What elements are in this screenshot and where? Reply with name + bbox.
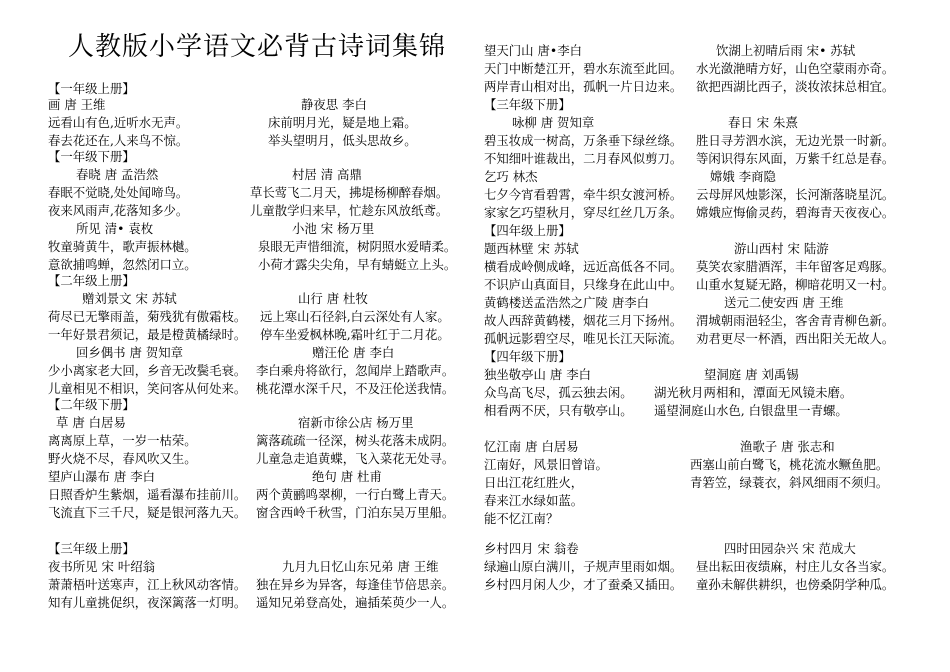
text-line: [48, 362, 468, 380]
line-text-left: 荷尽已无擎雨盖，菊残犹有傲霜枝。: [48, 309, 247, 324]
line-text-right: 村居 清 高鼎: [292, 167, 362, 182]
line-text-right: 嫦娥应悔偷灵药，碧海青天夜夜心。: [696, 205, 895, 220]
text-line: [484, 438, 908, 456]
line-text-right: 欲把西湖比西子，淡妆浓抹总相宜。: [696, 79, 895, 94]
line-text-left: 碧玉妆成一树高，万条垂下绿丝绦。: [484, 133, 683, 148]
line-text-right: 昼出耘田夜绩麻，村庄儿女各当家。: [696, 559, 895, 574]
text-line: [484, 366, 908, 384]
text-line: [48, 450, 468, 468]
text-line: [484, 492, 908, 510]
line-text-right: 停车坐爱枫林晚,霜叶红于二月花。: [260, 327, 450, 342]
line-text-right: 胜日寻芳泗水滨，无边光景一时新。: [696, 133, 895, 148]
line-text-left: 【二年级下册】: [48, 397, 135, 412]
text-line: [484, 474, 908, 492]
line-text-left: 天门中断楚江开，碧水东流至此回。: [484, 61, 683, 76]
text-line: [484, 510, 908, 528]
line-text-right: 篱落疏疏一径深，树头花落未成阴。: [256, 433, 455, 448]
text-line: [48, 308, 468, 326]
line-text-left: 春眠不觉晓,处处闻啼鸟。: [48, 185, 189, 200]
line-text-left: 两岸青山相对出，孤帆一片日边来。: [484, 79, 683, 94]
text-line: [48, 504, 468, 522]
line-text-right: 窗含西岭千秋雪，门泊东吴万里船。: [256, 505, 455, 520]
line-text-left: 江南好，风景旧曾谙。: [484, 457, 608, 472]
text-line: [484, 240, 908, 258]
text-line: [484, 222, 908, 240]
line-text-right: 床前明月光，疑是地上霜。: [268, 115, 417, 130]
line-text-right: 等闲识得东风面，万紫千红总是春。: [696, 151, 895, 166]
line-text-right: 遥知兄弟登高处，遍插茱萸少一人。: [256, 595, 455, 610]
text-line: [484, 204, 908, 222]
line-text-right: 绝句 唐 杜甫: [312, 469, 382, 484]
line-text-right: 劝君更尽一杯酒，西出阳关无故人。: [696, 331, 895, 346]
line-text-right: 水光潋滟晴方好，山色空蒙雨亦奇。: [696, 61, 895, 76]
text-line: [48, 396, 468, 414]
line-text-right: 山行 唐 杜牧: [298, 291, 368, 306]
line-text-left: 草 唐 白居易: [56, 415, 126, 430]
line-text-left: 横看成岭侧成峰，远近高低各不同。: [484, 259, 683, 274]
line-text-left: 望庐山瀑布 唐 李白: [48, 469, 156, 484]
line-text-left: 望天门山 唐•李白: [484, 43, 582, 58]
line-text-left: 题西林壁 宋 苏轼: [484, 241, 579, 256]
line-text-left: 夜来风雨声,花落知多少。: [48, 203, 189, 218]
line-text-left: 远看山有色,近听水无声。: [48, 115, 189, 130]
line-text-left: 忆江南 唐 白居易: [484, 439, 579, 454]
line-text-left: 不知细叶谁裁出，二月春风似剪刀。: [484, 151, 683, 166]
line-text-right: 赠汪伦 唐 李白: [312, 345, 395, 360]
text-line: [48, 148, 468, 166]
line-text-right: 儿童急走追黄蝶，飞入菜花无处寻。: [256, 451, 455, 466]
line-text-right: 举头望明月，低头思故乡。: [268, 133, 417, 148]
line-text-right: 山重水复疑无路，柳暗花明又一村。: [696, 277, 895, 292]
line-text-left: 七夕今宵看碧霄，牵牛织女渡河桥。: [484, 187, 683, 202]
line-text-left: 日出江花红胜火，: [484, 475, 584, 490]
line-text-right: 饮湖上初晴后雨 宋• 苏轼: [716, 43, 856, 58]
line-text-left: 飞流直下三千尺，疑是银河落九天。: [48, 505, 247, 520]
line-text-left: 【一年级上册】: [48, 81, 135, 96]
text-line: [484, 402, 908, 420]
text-line: [484, 168, 908, 186]
line-text-left: 牧童骑黄牛，歌声振林樾。: [48, 239, 197, 254]
line-text-left: 画 唐 王维: [48, 97, 106, 112]
line-text-left: 一年好景君须记，最是橙黄橘绿时。: [48, 327, 247, 342]
text-line: [484, 384, 908, 402]
text-line: [484, 114, 908, 132]
line-text-right: 远上寒山石径斜,白云深处有人家。: [260, 309, 450, 324]
line-text-left: 所见 清• 袁枚: [76, 221, 154, 236]
line-text-right: 草长莺飞二月天，拂堤杨柳醉春烟。: [250, 185, 449, 200]
line-text-left: 乞巧 林杰: [484, 169, 538, 184]
text-line: [484, 96, 908, 114]
text-line: [484, 60, 908, 78]
text-line: [48, 414, 468, 432]
line-text-left: 春晓 唐 孟浩然: [76, 167, 159, 182]
text-line: [48, 468, 468, 486]
line-text-left: 能不忆江南？: [484, 511, 559, 526]
text-line: [484, 540, 908, 558]
text-line: [48, 576, 468, 594]
line-text-left: 咏柳 唐 贺知章: [512, 115, 595, 130]
line-text-left: 【三年级下册】: [484, 97, 571, 112]
text-line: [48, 238, 468, 256]
line-text-left: 绿遍山原白满川，子规声里雨如烟。: [484, 559, 683, 574]
text-line: [48, 202, 468, 220]
line-text-right: 小池 宋 杨万里: [292, 221, 375, 236]
line-text-right: 宿新市徐公店 杨万里: [298, 415, 414, 430]
line-text-left: 【四年级下册】: [484, 349, 571, 364]
line-text-left: 春去花还在,人来鸟不惊。: [48, 133, 189, 148]
line-text-left: 赠刘景文 宋 苏轼: [82, 291, 177, 306]
line-text-left: 日照香炉生紫烟，遥看瀑布挂前川。: [48, 487, 247, 502]
line-text-left: 野火烧不尽，春风吹又生。: [48, 451, 197, 466]
text-line: [484, 42, 908, 60]
line-text-left: 回乡偶书 唐 贺知章: [76, 345, 184, 360]
text-line: [48, 540, 468, 558]
line-text-right: 云母屏风烛影深，长河渐落晓星沉。: [696, 187, 895, 202]
line-text-right: 遥望洞庭山水色, 白银盘里一青螺。: [654, 403, 848, 418]
text-line: [484, 558, 908, 576]
text-line: [48, 166, 468, 184]
line-text-right: 四时田园杂兴 宋 范成大: [724, 541, 856, 556]
text-line: [484, 150, 908, 168]
line-text-right: 春日 宋 朱熹: [728, 115, 798, 130]
line-text-left: 众鸟高飞尽，孤云独去闲。: [484, 385, 633, 400]
line-text-right: 两个黄鹂鸣翠柳，一行白鹭上青天。: [256, 487, 455, 502]
text-line: [48, 326, 468, 344]
text-line: [48, 558, 468, 576]
text-line: [484, 276, 908, 294]
line-text-right: 渔歌子 唐 张志和: [740, 439, 835, 454]
line-text-right: 湖光秋月两相和，潭面无风镜未磨。: [654, 385, 853, 400]
line-text-left: 不识庐山真面目，只缘身在此山中。: [484, 277, 683, 292]
line-text-left: 【一年级下册】: [48, 149, 135, 164]
line-text-left: 黄鹤楼送孟浩然之广陵 唐李白: [484, 295, 650, 310]
text-line: [48, 486, 468, 504]
text-line: [484, 456, 908, 474]
text-line: [48, 594, 468, 612]
text-line: [48, 344, 468, 362]
line-text-left: 夜书所见 宋 叶绍翁: [48, 559, 156, 574]
line-text-left: 家家乞巧望秋月，穿尽红丝几万条。: [484, 205, 683, 220]
line-text-right: 莫笑农家腊酒浑，丰年留客足鸡豚。: [696, 259, 895, 274]
text-line: [48, 220, 468, 238]
line-text-left: 乡村四月闲人少，才了蚕桑又插田。: [484, 577, 683, 592]
line-text-right: 儿童散学归来早，忙趁东风放纸鸢。: [250, 203, 449, 218]
line-text-right: 游山西村 宋 陆游: [734, 241, 829, 256]
line-text-right: 桃花潭水深千尺，不及汪伦送我情。: [256, 381, 455, 396]
line-text-left: 独坐敬亭山 唐 李白: [484, 367, 592, 382]
line-text-left: 离离原上草，一岁一枯荣。: [48, 433, 197, 448]
text-line: [484, 132, 908, 150]
text-line: [48, 272, 468, 290]
text-line: [48, 290, 468, 308]
line-text-left: 意欲捕鸣蝉，忽然闭口立。: [48, 257, 197, 272]
line-text-left: 乡村四月 宋 翁卷: [484, 541, 579, 556]
line-text-left: 少小离家老大回，乡音无改鬓毛衰。: [48, 363, 247, 378]
line-text-left: 相看两不厌，只有敬亭山。: [484, 403, 633, 418]
line-text-left: 知有儿童挑促织，夜深篱落一灯明。: [48, 595, 247, 610]
line-text-right: 李白乘舟将欲行，忽闻岸上踏歌声。: [256, 363, 455, 378]
line-text-right: 青箬笠，绿蓑衣，斜风细雨不须归。: [690, 475, 889, 490]
line-text-left: 春来江水绿如蓝。: [484, 493, 584, 508]
line-text-right: 小荷才露尖尖角，早有蜻蜓立上头。: [258, 257, 457, 272]
line-text-right: 望洞庭 唐 刘禹锡: [704, 367, 799, 382]
line-text-right: 静夜思 李白: [301, 97, 367, 112]
text-line: [48, 432, 468, 450]
text-line: [484, 576, 908, 594]
line-text-right: 西塞山前白鹭飞，桃花流水鳜鱼肥。: [690, 457, 889, 472]
document-title: 人教版小学语文必背古诗词集锦: [68, 32, 447, 62]
line-text-right: 渭城朝雨浥轻尘，客舍青青柳色新。: [696, 313, 895, 328]
text-line: [484, 330, 908, 348]
line-text-left: 【二年级上册】: [48, 273, 135, 288]
text-line: [484, 78, 908, 96]
line-text-right: 嫦娥 李商隐: [710, 169, 776, 184]
text-line: [484, 312, 908, 330]
text-line: [48, 114, 468, 132]
text-line: [484, 186, 908, 204]
line-text-right: 童孙未解供耕织，也傍桑阴学种瓜。: [696, 577, 895, 592]
text-line: [48, 184, 468, 202]
line-text-left: 【四年级上册】: [484, 223, 571, 238]
line-text-left: 儿童相见不相识，笑问客从何处来。: [48, 381, 247, 396]
text-line: [484, 294, 908, 312]
line-text-right: 独在异乡为异客，每逢佳节倍思亲。: [256, 577, 455, 592]
line-text-right: 九月九日忆山东兄弟 唐 王维: [282, 559, 439, 574]
line-text-left: 【三年级上册】: [48, 541, 135, 556]
text-line: [484, 348, 908, 366]
line-text-left: 故人西辞黄鹤楼，烟花三月下扬州。: [484, 313, 683, 328]
line-text-right: 送元二使安西 唐 王维: [724, 295, 844, 310]
text-line: [484, 258, 908, 276]
line-text-right: 泉眼无声惜细流，树阴照水爱晴柔。: [258, 239, 457, 254]
line-text-left: 孤帆远影碧空尽，唯见长江天际流。: [484, 331, 683, 346]
line-text-left: 萧萧梧叶送寒声，江上秋风动客情。: [48, 577, 247, 592]
text-line: [48, 96, 468, 114]
